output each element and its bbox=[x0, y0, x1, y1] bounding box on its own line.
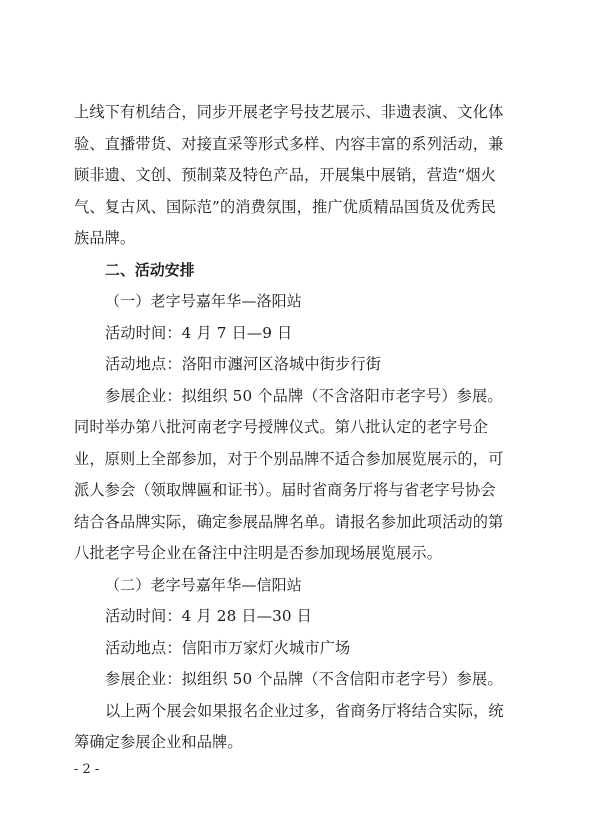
paragraph-line: 上线下有机结合，同步开展老字号技艺展示、非遗表演、文化体 bbox=[74, 103, 504, 121]
paragraph-line: 以上两个展会如果报名企业过多，省商务厅将结合实际，统 bbox=[105, 701, 504, 720]
paragraph-line: 同时举办第八批河南老字号授牌仪式。第八批认定的老字号企 bbox=[74, 418, 489, 436]
paragraph-line: 族品牌。 bbox=[74, 229, 136, 247]
activity-location: 活动地点：信阳市万家灯火城市广场 bbox=[105, 638, 351, 657]
subsection-heading: （一）老字号嘉年华—洛阳站 bbox=[105, 292, 302, 310]
paragraph-line: 气、复古风、国际范”的消费氛围，推广优质精品国货及优秀民 bbox=[74, 197, 497, 216]
subsection-heading: （二）老字号嘉年华—信阳站 bbox=[105, 575, 302, 594]
page-number: - 2 - bbox=[74, 762, 100, 777]
paragraph-line: 业，原则上全部参加，对于个别品牌不适合参加展览展示的，可 bbox=[74, 449, 504, 468]
activity-location: 活动地点：洛阳市瀍河区洛城中街步行街 bbox=[105, 355, 382, 373]
activity-time: 活动时间：4 月 7 日—9 日 bbox=[105, 323, 293, 342]
paragraph-line: 结合各品牌实际，确定参展品牌名单。请报名参加此项活动的第 bbox=[74, 512, 504, 531]
participating-companies: 参展企业：拟组织 50 个品牌（不含洛阳市老字号）参展。 bbox=[105, 386, 503, 405]
paragraph-line: 验、直播带货、对接直采等形式多样、内容丰富的系列活动，兼 bbox=[74, 134, 504, 153]
paragraph-line: 八批老字号企业在备注中注明是否参加现场展览展示。 bbox=[74, 544, 443, 562]
paragraph-line: 派人参会（领取牌匾和证书）。届时省商务厅将与省老字号协会 bbox=[74, 481, 496, 499]
paragraph-line: 顾非遗、文创、预制菜及特色产品，开展集中展销，营造“烟火 bbox=[74, 166, 497, 184]
participating-companies: 参展企业：拟组织 50 个品牌（不含信阳市老字号）参展。 bbox=[105, 670, 503, 688]
paragraph-line: 筹确定参展企业和品牌。 bbox=[74, 733, 243, 751]
section-heading: 二、活动安排 bbox=[105, 261, 195, 279]
activity-time: 活动时间：4 月 28 日—30 日 bbox=[105, 607, 313, 625]
document-body bbox=[74, 97, 519, 759]
